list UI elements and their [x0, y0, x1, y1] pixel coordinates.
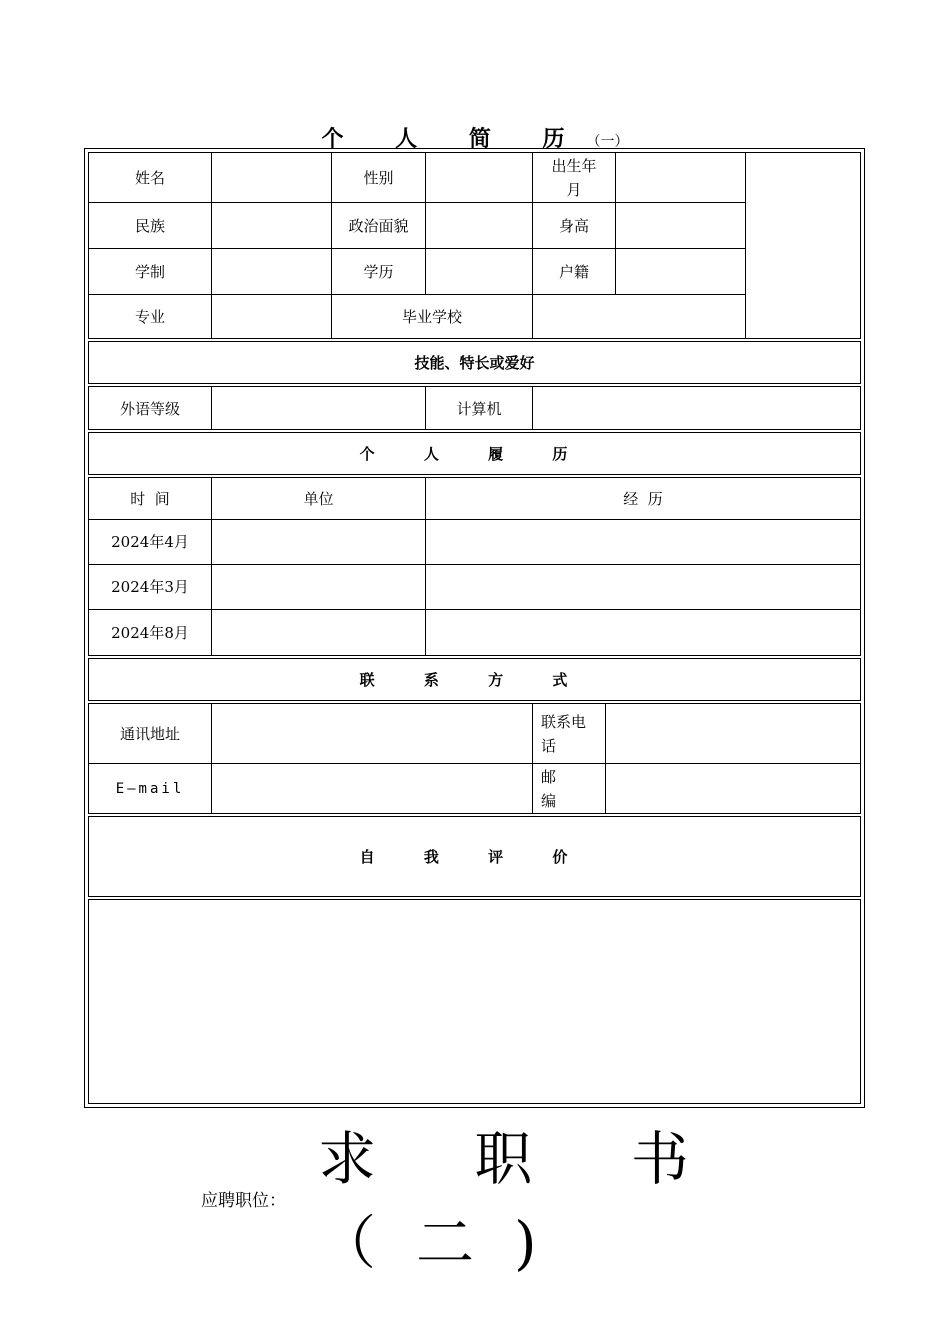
- resume-title-sub: （一）: [586, 134, 629, 150]
- gender-label: 性别: [331, 152, 426, 203]
- politics-field[interactable]: [425, 202, 533, 249]
- birth-label: 出生年月: [532, 152, 616, 203]
- height-label: 身高: [532, 202, 616, 249]
- resume-title-text: 个 人 简 历: [321, 126, 587, 152]
- phone-label: 联系电话: [532, 703, 606, 764]
- zip-label: 邮编: [532, 763, 606, 815]
- photo-box[interactable]: [745, 152, 861, 340]
- history-row-unit[interactable]: [211, 609, 426, 656]
- history-col-experience: 经 历: [425, 477, 861, 520]
- history-row-time: 2024年8月: [88, 609, 212, 656]
- zip-field[interactable]: [605, 763, 861, 815]
- history-row-experience[interactable]: [425, 564, 861, 610]
- education-label: 学历: [331, 248, 426, 295]
- name-label: 姓名: [88, 152, 212, 203]
- history-row-experience[interactable]: [425, 609, 861, 656]
- major-field[interactable]: [211, 294, 332, 340]
- language-label: 外语等级: [88, 386, 212, 431]
- history-row-time: 2024年3月: [88, 564, 212, 610]
- hukou-label: 户籍: [532, 248, 616, 295]
- computer-label: 计算机: [425, 386, 533, 431]
- language-field[interactable]: [211, 386, 426, 431]
- history-row-unit[interactable]: [211, 564, 426, 610]
- computer-field[interactable]: [532, 386, 861, 431]
- email-field[interactable]: [211, 763, 533, 815]
- ethnicity-label: 民族: [88, 202, 212, 249]
- ethnicity-field[interactable]: [211, 202, 332, 249]
- history-row-time: 2024年4月: [88, 519, 212, 565]
- politics-label: 政治面貌: [331, 202, 426, 249]
- gender-field[interactable]: [425, 152, 533, 203]
- name-field[interactable]: [211, 152, 332, 203]
- birth-field[interactable]: [615, 152, 746, 203]
- skills-header: 技能、特长或爱好: [88, 341, 861, 385]
- history-row-unit[interactable]: [211, 519, 426, 565]
- contact-header: 联 系 方 式: [88, 658, 861, 702]
- hukou-field[interactable]: [615, 248, 746, 295]
- height-field[interactable]: [615, 202, 746, 249]
- major-label: 专业: [88, 294, 212, 340]
- self-eval-header: 自 我 评 价: [88, 816, 861, 898]
- address-field[interactable]: [211, 703, 533, 764]
- history-col-time: 时 间: [88, 477, 212, 520]
- cover-letter-title: 求 职 书（二): [318, 1125, 729, 1277]
- history-header: 个 人 履 历: [88, 432, 861, 476]
- history-row-experience[interactable]: [425, 519, 861, 565]
- position-label: 应聘职位：: [201, 1191, 286, 1211]
- schooling-field[interactable]: [211, 248, 332, 295]
- schooling-label: 学制: [88, 248, 212, 295]
- education-field[interactable]: [425, 248, 533, 295]
- school-field[interactable]: [532, 294, 746, 340]
- self-eval-field[interactable]: [88, 899, 861, 1104]
- email-label: E—mail: [88, 763, 212, 815]
- address-label: 通讯地址: [88, 703, 212, 764]
- history-col-unit: 单位: [211, 477, 426, 520]
- school-label: 毕业学校: [331, 294, 533, 340]
- phone-field[interactable]: [605, 703, 861, 764]
